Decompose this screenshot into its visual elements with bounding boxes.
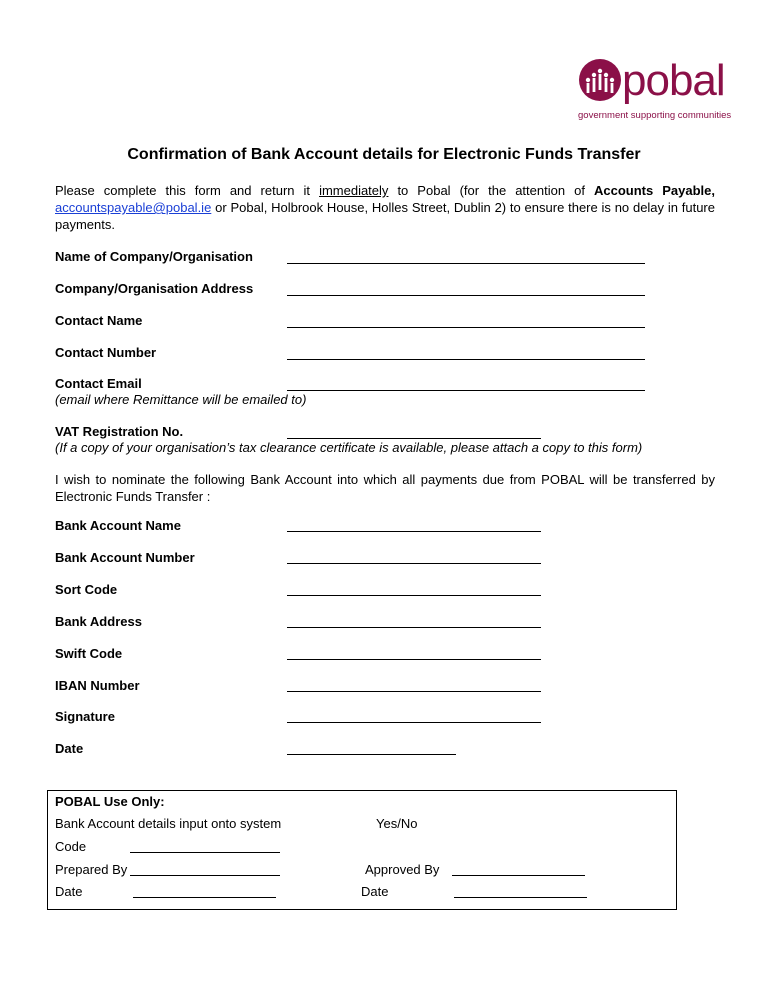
date-label: Date xyxy=(55,741,84,756)
approved-by-field[interactable] xyxy=(452,875,585,876)
date-field[interactable] xyxy=(287,754,456,755)
company-name-label: Name of Company/Organisation xyxy=(55,249,253,264)
signature-label: Signature xyxy=(55,709,115,724)
nominate-paragraph: I wish to nominate the following Bank Account into which all payments due from POBAL will be transferred by Electronic Funds Transfer : xyxy=(55,472,715,504)
prepared-by-label: Prepared By xyxy=(55,862,128,877)
contact-email-note: (email where Remittance will be emailed to) xyxy=(55,392,307,407)
contact-email-label: Contact Email xyxy=(55,376,142,391)
form-title: Confirmation of Bank Account details for Electronic Funds Transfer xyxy=(127,146,641,163)
intro-paragraph xyxy=(55,182,715,233)
swift-code-field[interactable] xyxy=(287,659,541,660)
input-onto-system-label: Bank Account details input onto system xyxy=(55,816,282,831)
intro-bold: Accounts Payable, xyxy=(593,183,715,198)
email-link[interactable]: accountspayable@pobal.ie xyxy=(55,200,212,215)
company-name-field[interactable] xyxy=(287,263,645,264)
contact-email-field[interactable] xyxy=(287,390,645,391)
logo-wordmark: pobal xyxy=(622,56,725,105)
people-icon xyxy=(578,58,622,108)
intro-text-1: Please complete this form and return it xyxy=(55,183,320,198)
company-address-label: Company/Organisation Address xyxy=(55,281,254,296)
approved-by-label: Approved By xyxy=(365,862,440,877)
bank-account-number-field[interactable] xyxy=(287,563,541,564)
bank-address-field[interactable] xyxy=(287,627,541,628)
logo-tagline: government supporting communities xyxy=(578,110,732,121)
bank-account-name-label: Bank Account Name xyxy=(55,518,181,533)
office-date-right-label: Date xyxy=(361,884,389,899)
signature-field[interactable] xyxy=(287,722,541,723)
vat-label: VAT Registration No. xyxy=(55,424,184,439)
contact-number-label: Contact Number xyxy=(55,345,157,360)
vat-field[interactable] xyxy=(287,438,541,439)
swift-code-label: Swift Code xyxy=(55,646,123,661)
bank-address-label: Bank Address xyxy=(55,614,142,629)
office-date-left-field[interactable] xyxy=(133,897,276,898)
intro-text-2: to Pobal (for the attention of xyxy=(388,183,594,198)
pobal-use-only-box xyxy=(47,790,677,910)
code-field[interactable] xyxy=(130,852,280,853)
office-heading: POBAL Use Only: xyxy=(55,794,165,809)
office-date-right-field[interactable] xyxy=(454,897,587,898)
intro-emphasis: immediately xyxy=(319,183,389,198)
prepared-by-field[interactable] xyxy=(130,875,280,876)
contact-name-label: Contact Name xyxy=(55,313,143,328)
bank-account-number-label: Bank Account Number xyxy=(55,550,195,565)
code-label: Code xyxy=(55,839,87,854)
pobal-logo xyxy=(578,56,732,124)
intro-text-3: or Pobal, Holbrook House, Holles Street, Dublin 2) to ensure there is no delay in future payments. xyxy=(55,200,715,232)
sort-code-field[interactable] xyxy=(287,595,541,596)
contact-name-field[interactable] xyxy=(287,327,645,328)
iban-label: IBAN Number xyxy=(55,678,140,693)
sort-code-label: Sort Code xyxy=(55,582,118,597)
yes-no-option[interactable]: Yes/No xyxy=(376,816,418,831)
vat-note: (If a copy of your organisation’s tax clearance certificate is available, please attach a copy to this form) xyxy=(55,440,643,455)
office-date-left-label: Date xyxy=(55,884,83,899)
company-address-field[interactable] xyxy=(287,295,645,296)
bank-account-name-field[interactable] xyxy=(287,531,541,532)
iban-field[interactable] xyxy=(287,691,541,692)
contact-number-field[interactable] xyxy=(287,359,645,360)
